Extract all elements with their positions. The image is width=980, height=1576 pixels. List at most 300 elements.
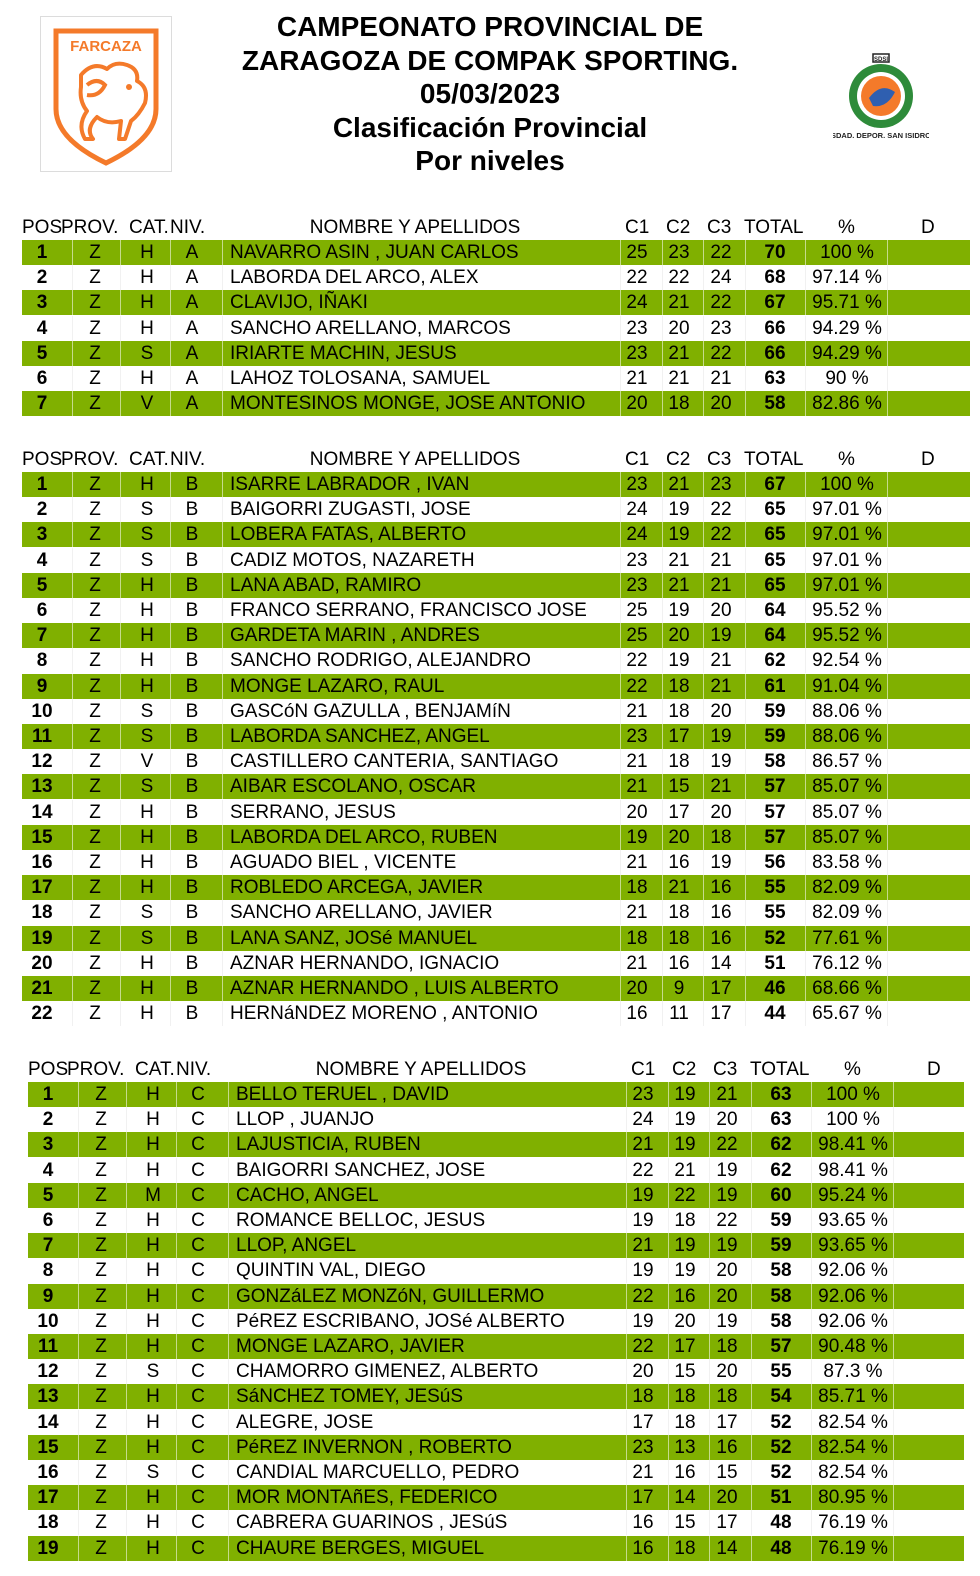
table-row <box>22 391 970 416</box>
cell-c2: 15 <box>674 1361 696 1383</box>
cell-pos: 11 <box>31 726 53 747</box>
cell-divider <box>170 366 171 391</box>
cell-total: 46 <box>764 978 786 999</box>
cell-c3: 21 <box>710 549 732 571</box>
cell-total: 59 <box>764 726 786 747</box>
table-row <box>28 1284 964 1309</box>
header-pos: POS <box>28 1059 69 1080</box>
cell-c3: 22 <box>716 1210 738 1231</box>
cell-prov: Z <box>95 1109 107 1131</box>
cell-c1: 17 <box>632 1487 654 1509</box>
cell-niv: B <box>185 751 199 773</box>
cell-c2: 15 <box>674 1512 696 1534</box>
cell-name: ROMANCE BELLOC, JESUS <box>236 1210 486 1231</box>
cell-percent: 82.09 % <box>812 902 882 924</box>
cell-pos: 13 <box>31 776 53 798</box>
cell-niv: C <box>191 1184 205 1206</box>
table-row <box>28 1384 964 1409</box>
cell-prov: Z <box>89 1003 101 1025</box>
cell-c2: 19 <box>674 1134 696 1156</box>
cell-c2: 18 <box>674 1537 696 1559</box>
header-c3: C3 <box>713 1059 738 1080</box>
header-percent: % <box>838 449 855 470</box>
cell-divider <box>222 265 223 290</box>
cell-divider <box>170 623 171 648</box>
cell-divider <box>120 699 121 724</box>
cell-pos: 10 <box>31 700 53 722</box>
cell-prov: Z <box>89 726 101 747</box>
header-cat: CAT. <box>135 1059 175 1080</box>
cell-divider <box>120 825 121 850</box>
cell-percent: 92.06 % <box>818 1285 888 1307</box>
cell-prov: Z <box>89 675 101 697</box>
cell-divider <box>228 1435 229 1460</box>
cell-total: 55 <box>764 877 786 899</box>
cell-percent: 82.54 % <box>818 1462 888 1483</box>
cell-cat: H <box>140 292 154 314</box>
cell-cat: H <box>146 1210 160 1231</box>
logo-left-text: FARCAZA <box>70 38 142 55</box>
cell-c3: 17 <box>710 1003 732 1025</box>
cell-prov: Z <box>89 776 101 798</box>
cell-name: GARDETA MARIN , ANDRES <box>230 625 480 647</box>
cell-percent: 95.71 % <box>812 292 882 314</box>
header-name: NOMBRE Y APELLIDOS <box>309 449 521 470</box>
cell-divider <box>120 598 121 623</box>
cell-pos: 8 <box>36 650 48 672</box>
cell-divider <box>170 290 171 315</box>
cell-divider <box>126 1208 127 1233</box>
cell-c3: 19 <box>716 1310 738 1332</box>
cell-divider <box>170 825 171 850</box>
cell-name: BELLO TERUEL , DAVID <box>236 1084 449 1105</box>
cell-niv: B <box>185 574 199 596</box>
table-row <box>22 926 970 951</box>
cell-c1: 21 <box>626 776 648 798</box>
cell-divider <box>170 497 171 522</box>
cell-c2: 21 <box>668 474 690 495</box>
cell-percent: 76.19 % <box>818 1512 888 1534</box>
cell-percent: 100 % <box>826 1084 880 1105</box>
cell-c2: 21 <box>668 342 690 364</box>
cell-total: 65 <box>764 549 786 571</box>
cell-divider <box>170 900 171 925</box>
header-d: D <box>921 217 935 238</box>
cell-c3: 23 <box>710 317 732 339</box>
table-row <box>28 1309 964 1334</box>
cell-c2: 18 <box>668 902 690 924</box>
cell-niv: B <box>185 776 199 798</box>
cell-divider <box>176 1460 177 1485</box>
cell-name: GASCóN GAZULLA , BENJAMíN <box>230 700 511 722</box>
cell-name: FRANCO SERRANO, FRANCISCO JOSE <box>230 600 587 621</box>
cell-percent: 93.65 % <box>818 1235 888 1257</box>
cell-divider <box>120 774 121 799</box>
cell-c2: 18 <box>668 751 690 773</box>
cell-total: 62 <box>764 650 786 672</box>
cell-niv: B <box>185 650 199 672</box>
cell-niv: C <box>191 1487 205 1509</box>
cell-c2: 13 <box>674 1436 696 1458</box>
cell-c2: 19 <box>674 1235 696 1257</box>
cell-prov: Z <box>95 1462 107 1483</box>
cell-c2: 21 <box>668 549 690 571</box>
cell-total: 58 <box>770 1260 792 1282</box>
cell-pos: 12 <box>31 751 53 773</box>
cell-c1: 23 <box>626 342 648 364</box>
cell-divider <box>222 976 223 1001</box>
cell-niv: A <box>185 292 199 314</box>
cell-c2: 16 <box>668 952 690 974</box>
cell-divider <box>126 1384 127 1409</box>
cell-divider <box>120 366 121 391</box>
table-row <box>22 800 970 825</box>
cell-niv: B <box>185 499 199 521</box>
cell-c1: 22 <box>632 1285 654 1307</box>
table-row <box>28 1082 964 1107</box>
table-row <box>22 522 970 547</box>
cell-divider <box>222 341 223 366</box>
cell-divider <box>170 341 171 366</box>
cell-c3: 22 <box>716 1134 738 1156</box>
cell-divider <box>170 648 171 673</box>
cell-c2: 18 <box>674 1411 696 1433</box>
cell-c1: 21 <box>626 952 648 974</box>
cell-divider <box>120 800 121 825</box>
cell-c3: 20 <box>716 1285 738 1307</box>
cell-name: CADIZ MOTOS, NAZARETH <box>230 549 475 571</box>
cell-c1: 23 <box>626 317 648 339</box>
cell-divider <box>170 875 171 900</box>
cell-prov: Z <box>89 902 101 924</box>
cell-divider <box>170 548 171 573</box>
cell-pos: 9 <box>36 675 48 697</box>
cell-total: 52 <box>764 927 786 949</box>
cell-prov: Z <box>95 1361 107 1383</box>
title-line-3: 05/03/2023 <box>419 78 561 109</box>
cell-name: AIBAR ESCOLANO, OSCAR <box>230 776 477 798</box>
cell-name: AZNAR HERNANDO , LUIS ALBERTO <box>230 978 559 999</box>
cell-divider <box>120 724 121 749</box>
cell-c2: 14 <box>674 1487 696 1509</box>
cell-niv: C <box>191 1361 205 1383</box>
cell-percent: 92.54 % <box>812 650 882 672</box>
cell-divider <box>222 774 223 799</box>
cell-cat: H <box>140 852 154 873</box>
cell-c1: 22 <box>632 1159 654 1181</box>
cell-divider <box>170 240 171 265</box>
table-row <box>28 1107 964 1132</box>
cell-pos: 3 <box>42 1134 54 1156</box>
cell-divider <box>170 926 171 951</box>
cell-pos: 21 <box>31 978 53 999</box>
cell-divider <box>228 1485 229 1510</box>
cell-pos: 6 <box>42 1210 54 1231</box>
table-row <box>28 1359 964 1384</box>
cell-divider <box>222 623 223 648</box>
cell-pos: 3 <box>36 524 48 546</box>
cell-c3: 15 <box>716 1462 738 1483</box>
cell-divider <box>120 522 121 547</box>
cell-total: 64 <box>764 625 786 647</box>
header-niv: NIV. <box>170 217 206 238</box>
cell-c3: 20 <box>716 1361 738 1383</box>
cell-pos: 2 <box>36 499 48 521</box>
cell-divider <box>120 548 121 573</box>
cell-prov: Z <box>95 1134 107 1156</box>
cell-c3: 18 <box>716 1336 738 1357</box>
cell-c3: 22 <box>710 524 732 546</box>
cell-prov: Z <box>95 1386 107 1408</box>
cell-divider <box>222 825 223 850</box>
cell-c3: 23 <box>710 474 732 495</box>
cell-pos: 19 <box>37 1537 59 1559</box>
cell-divider <box>228 1258 229 1283</box>
table-row <box>28 1334 964 1359</box>
cell-divider <box>222 951 223 976</box>
cell-divider <box>222 366 223 391</box>
cell-pos: 7 <box>42 1235 54 1257</box>
table-row <box>28 1132 964 1157</box>
header-c2: C2 <box>666 217 691 238</box>
cell-divider <box>120 926 121 951</box>
cell-c3: 16 <box>710 877 732 899</box>
cell-c1: 21 <box>626 852 648 873</box>
cell-divider <box>176 1258 177 1283</box>
cell-percent: 92.06 % <box>818 1260 888 1282</box>
cell-c3: 20 <box>716 1260 738 1282</box>
cell-niv: A <box>185 342 199 364</box>
cell-prov: Z <box>89 877 101 899</box>
cell-prov: Z <box>89 368 101 389</box>
cell-pos: 5 <box>42 1184 54 1206</box>
cell-niv: C <box>191 1310 205 1332</box>
cell-name: SANCHO ARELLANO, MARCOS <box>230 317 511 339</box>
cell-c3: 19 <box>716 1159 738 1181</box>
cell-prov: Z <box>95 1512 107 1534</box>
cell-percent: 85.71 % <box>818 1386 888 1408</box>
cell-name: SáNCHEZ TOMEY, JESúS <box>236 1386 464 1408</box>
table-row <box>22 875 970 900</box>
cell-percent: 82.09 % <box>812 877 882 899</box>
header-c2: C2 <box>666 449 691 470</box>
cell-prov: Z <box>89 801 101 823</box>
cell-niv: C <box>191 1235 205 1257</box>
cell-divider <box>126 1258 127 1283</box>
cell-prov: Z <box>95 1310 107 1332</box>
cell-percent: 97.14 % <box>812 267 882 289</box>
cell-c2: 21 <box>668 292 690 314</box>
cell-percent: 82.54 % <box>818 1436 888 1458</box>
cell-c2: 21 <box>674 1159 696 1181</box>
cell-cat: S <box>140 499 154 521</box>
cell-niv: C <box>191 1260 205 1282</box>
cell-percent: 80.95 % <box>818 1487 888 1509</box>
cell-divider <box>176 1107 177 1132</box>
cell-divider <box>176 1410 177 1435</box>
cell-divider <box>120 900 121 925</box>
cell-divider <box>120 240 121 265</box>
club-crest-icon <box>833 52 929 142</box>
cell-total: 57 <box>764 776 786 798</box>
cell-divider <box>222 573 223 598</box>
cell-pos: 4 <box>36 317 48 339</box>
cell-prov: Z <box>89 524 101 546</box>
cell-cat: H <box>140 1003 154 1025</box>
cell-total: 58 <box>764 393 786 415</box>
cell-divider <box>120 497 121 522</box>
cell-cat: S <box>140 726 154 747</box>
cell-c1: 19 <box>632 1210 654 1231</box>
cell-cat: H <box>146 1512 160 1534</box>
cell-prov: Z <box>95 1184 107 1206</box>
cell-c3: 17 <box>716 1411 738 1433</box>
header-prov: PROV. <box>61 449 119 470</box>
cell-c3: 14 <box>710 952 732 974</box>
cell-c1: 24 <box>626 499 648 521</box>
cell-total: 58 <box>770 1310 792 1332</box>
cell-divider <box>120 875 121 900</box>
table-row <box>22 951 970 976</box>
cell-c1: 21 <box>632 1462 654 1483</box>
cell-c3: 21 <box>710 776 732 798</box>
cell-divider <box>170 1001 171 1026</box>
header-name: NOMBRE Y APELLIDOS <box>309 217 521 238</box>
cell-divider <box>170 774 171 799</box>
cell-prov: Z <box>89 625 101 647</box>
table-row <box>22 573 970 598</box>
table-row <box>28 1410 964 1435</box>
cell-cat: S <box>140 700 154 722</box>
cell-percent: 82.54 % <box>818 1411 888 1433</box>
cell-divider <box>222 926 223 951</box>
cell-total: 55 <box>770 1361 792 1383</box>
cell-niv: C <box>191 1512 205 1534</box>
cell-divider <box>176 1510 177 1535</box>
cell-total: 60 <box>770 1184 792 1206</box>
cell-c2: 19 <box>668 499 690 521</box>
cell-name: SANCHO ARELLANO, JAVIER <box>230 902 493 924</box>
cell-c2: 16 <box>674 1462 696 1483</box>
cell-prov: Z <box>89 952 101 974</box>
table-row <box>22 265 970 290</box>
cell-percent: 100 % <box>820 474 874 495</box>
cell-prov: Z <box>89 499 101 521</box>
table-row <box>22 240 970 265</box>
table-row <box>28 1510 964 1535</box>
header-cat: CAT. <box>129 449 169 470</box>
cell-cat: H <box>140 574 154 596</box>
cell-name: LABORDA DEL ARCO, ALEX <box>230 267 479 289</box>
cell-niv: B <box>185 1003 199 1025</box>
cell-prov: Z <box>95 1436 107 1458</box>
table-row <box>22 497 970 522</box>
cell-niv: B <box>185 726 199 747</box>
cell-c3: 21 <box>710 650 732 672</box>
cell-c1: 22 <box>626 650 648 672</box>
cell-pos: 6 <box>36 368 48 389</box>
cell-c3: 17 <box>716 1512 738 1534</box>
cell-divider <box>228 1510 229 1535</box>
cell-percent: 90.48 % <box>818 1336 888 1357</box>
cell-cat: H <box>140 625 154 647</box>
cell-divider <box>126 1536 127 1561</box>
cell-cat: H <box>140 675 154 697</box>
cell-name: LANA ABAD, RAMIRO <box>230 574 422 596</box>
cell-prov: Z <box>95 1084 107 1105</box>
cell-cat: S <box>140 342 154 364</box>
cell-niv: A <box>185 393 199 415</box>
cell-divider <box>176 1082 177 1107</box>
cell-c1: 21 <box>626 902 648 924</box>
cell-c1: 23 <box>626 574 648 596</box>
table-header-c <box>0 1057 980 1082</box>
cell-c1: 19 <box>632 1260 654 1282</box>
table-row <box>28 1158 964 1183</box>
cell-percent: 97.01 % <box>812 549 882 571</box>
cell-c1: 22 <box>626 675 648 697</box>
cell-c2: 9 <box>673 978 685 999</box>
cell-c1: 22 <box>632 1336 654 1357</box>
cell-c1: 24 <box>632 1109 654 1131</box>
cell-total: 52 <box>770 1436 792 1458</box>
cell-cat: H <box>146 1084 160 1105</box>
cell-prov: Z <box>89 267 101 289</box>
cell-divider <box>222 316 223 341</box>
cell-name: CLAVIJO, IÑAKI <box>230 292 368 314</box>
cell-cat: H <box>140 801 154 823</box>
cell-c1: 21 <box>632 1134 654 1156</box>
cell-cat: H <box>140 242 154 263</box>
cell-name: LAJUSTICIA, RUBEN <box>236 1134 421 1156</box>
cell-pos: 7 <box>36 625 48 647</box>
cell-c1: 23 <box>632 1436 654 1458</box>
cell-name: CHAURE BERGES, MIGUEL <box>236 1537 485 1559</box>
cell-c1: 20 <box>626 978 648 999</box>
cell-c2: 20 <box>668 625 690 647</box>
cell-c2: 20 <box>674 1310 696 1332</box>
cell-total: 67 <box>764 292 786 314</box>
cell-divider <box>222 800 223 825</box>
cell-c1: 21 <box>626 368 648 389</box>
cell-cat: H <box>140 826 154 848</box>
cell-percent: 76.12 % <box>812 952 882 974</box>
title-line-4: Clasificación Provincial <box>332 111 648 143</box>
cell-divider <box>228 1158 229 1183</box>
header-c1: C1 <box>625 449 650 470</box>
cell-c2: 17 <box>674 1336 696 1357</box>
cell-divider <box>126 1359 127 1384</box>
cell-percent: 68.66 % <box>812 978 882 999</box>
cell-pos: 1 <box>36 242 48 263</box>
cell-divider <box>126 1309 127 1334</box>
cell-cat: H <box>146 1235 160 1257</box>
cell-niv: B <box>185 625 199 647</box>
cell-name: MONGE LAZARO, JAVIER <box>236 1336 465 1357</box>
cell-prov: Z <box>95 1159 107 1181</box>
cell-prov: Z <box>89 600 101 621</box>
cell-percent: 95.24 % <box>818 1184 888 1206</box>
cell-divider <box>222 1001 223 1026</box>
cell-niv: B <box>185 524 199 546</box>
cell-divider <box>222 497 223 522</box>
cell-percent: 88.06 % <box>812 700 882 722</box>
cell-total: 65 <box>764 499 786 521</box>
cell-c1: 21 <box>632 1235 654 1257</box>
cell-cat: S <box>140 549 154 571</box>
cell-cat: H <box>146 1285 160 1307</box>
cell-divider <box>170 850 171 875</box>
